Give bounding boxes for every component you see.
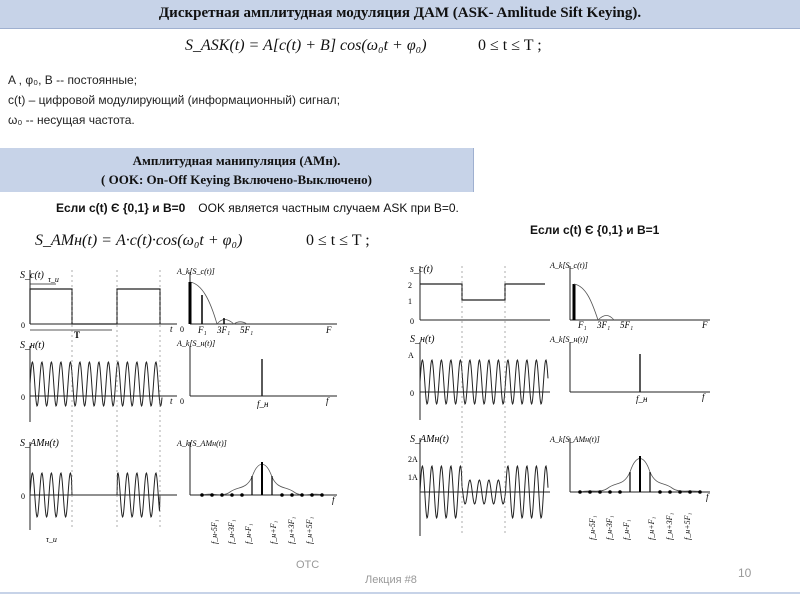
right-sb-1: f_н-3F₁ [605,515,614,540]
right-carrier-wave [420,360,548,404]
right-sb-3: f_н+F₁ [647,516,656,540]
left-fn: f_н [257,399,269,409]
left-zero-1: 0 [21,321,25,330]
left-3F1: 3F₁ [217,325,231,335]
left-T-label: T [74,330,81,340]
right-2A: 2A [408,455,418,464]
left-F1: F₁ [198,325,207,335]
left-spec1-label: A_k[S_c(t)] [177,267,215,276]
right-f-2: f [706,492,709,502]
left-figure [12,262,362,552]
left-zero-4: 0 [180,397,184,406]
right-spec2-label: A_k[S_н(t)] [550,335,589,344]
right-samn-label: S_AMн(t) [410,434,449,445]
right-5F1: 5F₁ [620,320,634,330]
amn-formula: S_AMн(t) = A·c(t)·cos(ω₀t + φ₀) [35,232,243,249]
left-carrier-wave [30,362,162,406]
left-sb-1: f_н-3F₁ [227,519,236,544]
footer-page-number: 10 [738,566,752,580]
left-sb-0: f_н-5F₁ [210,519,219,544]
ask-formula: S_ASK(t) = A[c(t) + B] cos(ω₀t + φ₀) [185,37,427,54]
right-level-2: 2 [408,281,412,290]
right-spectrum-lines [578,456,702,494]
condition-left: Если c(t) Є {0,1} и B=0 OOK является частным случаем ASK при B=0. [56,201,459,215]
subheader-bar [0,148,474,192]
left-sh-label: S_н(t) [20,340,45,351]
left-tau-label-2: τ_и [46,535,57,544]
right-zero-1: 0 [410,317,414,326]
note-constants: A , φ₀, B -- постоянные; [8,73,138,87]
left-f-1: f [326,396,329,406]
right-A: A [408,351,414,360]
right-sb-5: f_н+5F₁ [683,512,692,540]
subheader-title: Амплитудная манипуляция (АМн). [132,153,341,168]
amn-formula-range: 0 ≤ t ≤ T ; [306,232,370,249]
right-fn: f_н [636,394,648,404]
note-carrier: ω₀ -- несущая частота. [8,113,135,127]
left-sideband-labels [210,517,314,544]
left-sc-label: S_c(t) [20,270,44,281]
page-title: Дискретная амплитудная модуляция ДАМ (ASK- Amlitude Sift Keying). [158,5,642,21]
right-f-1: f [702,392,705,402]
footer-lecture: Лекция #8 [365,574,417,586]
right-F1: F₁ [578,320,587,330]
left-spec2-label: A_k[S_н(t)] [177,339,216,348]
left-zero-5: 0 [21,492,25,501]
condition-right: Если c(t) Є {0,1} и B=1 [530,223,660,237]
left-t-3: t [170,396,173,406]
right-sc-label: s_c(t) [410,264,433,275]
title-bar [0,0,800,29]
left-zero-3: 0 [21,393,25,402]
ask-formula-range: 0 ≤ t ≤ T ; [478,37,542,54]
right-zero-2: 0 [410,389,414,398]
left-t-1: t [170,324,173,334]
left-spectrum-lines [200,462,324,497]
right-sideband-labels [588,513,692,540]
left-samn-label: S_AMн(t) [20,438,59,449]
footer-divider [0,592,800,594]
left-sb-5: f_н+5F₁ [305,516,314,544]
left-F: F [326,325,332,335]
right-spec1-label: A_k[S_c(t)] [550,261,588,270]
left-spec3-label: A_k[S_AMн(t)] [177,439,227,448]
right-sb-4: f_н+3F₁ [665,512,674,540]
left-5F1: 5F₁ [240,325,254,335]
left-sb-4: f_н+3F₁ [287,516,296,544]
right-sb-0: f_н-5F₁ [588,515,597,540]
subheader-ook: ( OOK: On-Off Keying Включено-Выключено) [101,172,372,187]
left-sb-2: f_н-F₁ [244,523,253,544]
right-sh-label: S_н(t) [410,334,435,345]
right-1A: 1A [408,473,418,482]
note-modulating-signal: c(t) – цифровой модулирующий (информационный) сигнал; [8,93,341,107]
right-spec3-label: A_k[S_AMн(t)] [550,435,600,444]
right-level-1: 1 [408,297,412,306]
left-f-2: f [332,495,335,505]
left-zero-2: 0 [180,325,184,334]
right-figure [400,258,720,543]
left-tau-label: τ_и [48,275,59,284]
right-F: F [702,320,708,330]
right-3F1: 3F₁ [597,320,611,330]
left-sb-3: f_н+F₁ [269,520,278,544]
footer-course: ОТС [296,559,320,571]
right-sb-2: f_н-F₁ [622,519,631,540]
